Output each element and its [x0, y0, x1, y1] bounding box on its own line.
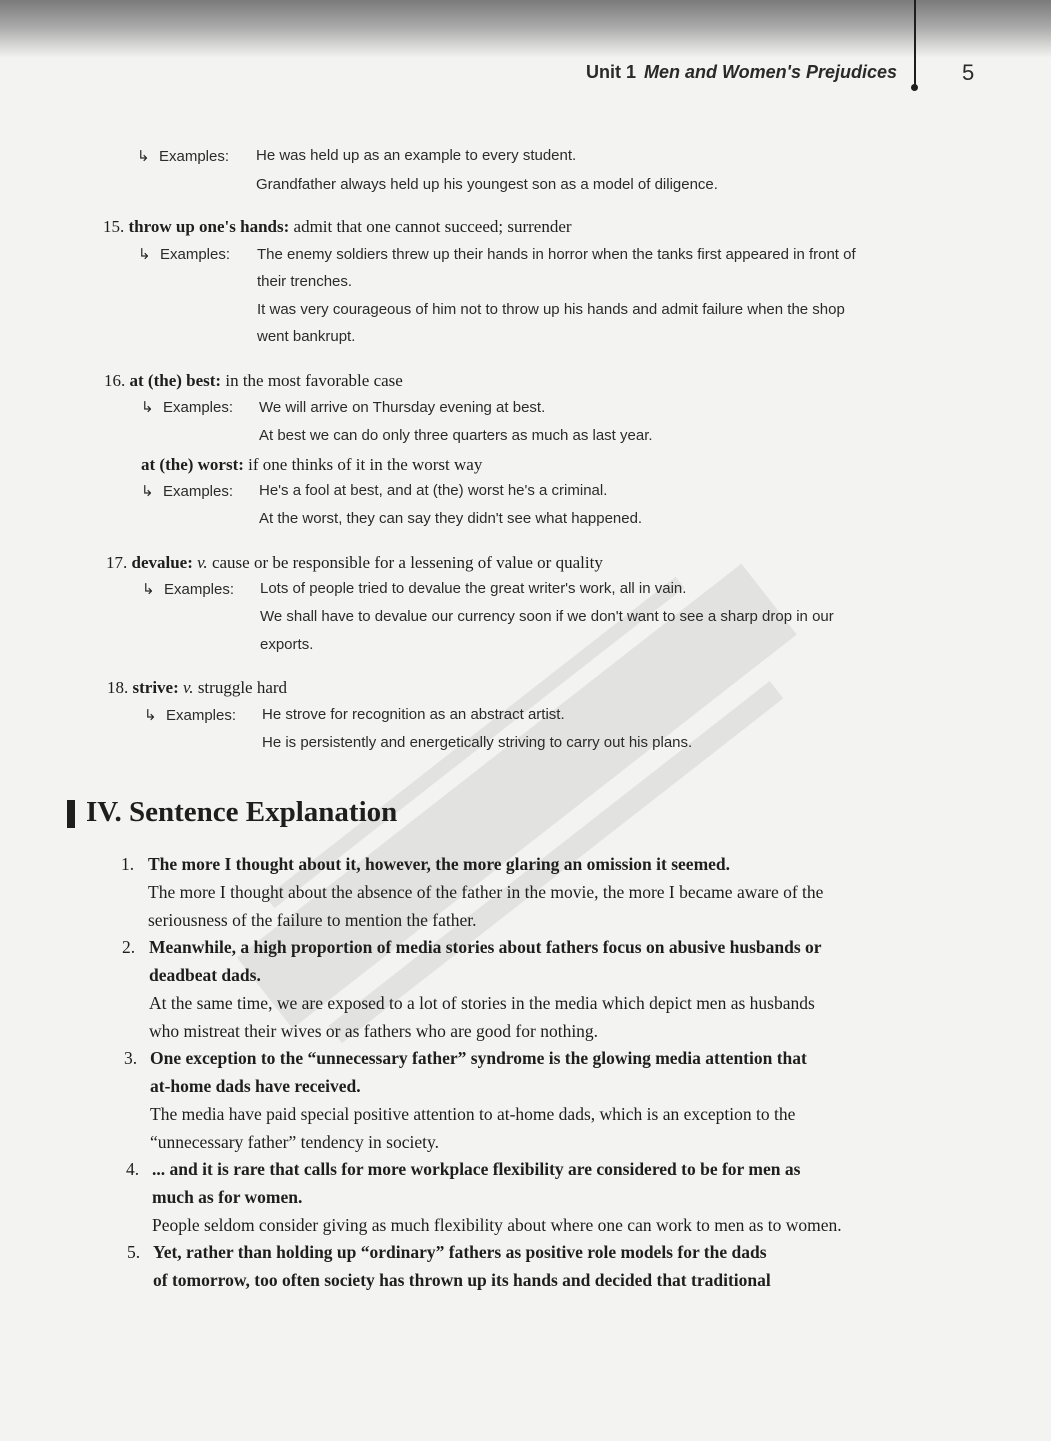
arrow-icon: ↳ [141, 483, 154, 500]
sentence-explanation: The media have paid special positive attention to at-home dads, which is an exception to the [150, 1104, 796, 1124]
arrow-icon: ↳ [144, 707, 157, 724]
sentence-explanation: who mistreat their wives or as fathers who are good for nothing. [149, 1021, 599, 1041]
sentence-explanation: “unnecessary father” tendency in society. [150, 1132, 439, 1152]
example-sentence: He's a fool at best, and at (the) worst he's a criminal. [259, 482, 608, 499]
example-sentence: We shall have to devalue our currency soon if we don't want to see a sharp drop in our [260, 608, 834, 625]
header-rule [914, 0, 916, 88]
header-band [0, 0, 1051, 58]
example-sentence: He was held up as an example to every student. [256, 147, 577, 164]
sentence-quote: deadbeat dads. [149, 965, 261, 985]
arrow-icon: ↳ [137, 148, 150, 165]
example-sentence: At best we can do only three quarters as much as last year. [259, 427, 653, 444]
unit-title: Men and Women's Prejudices [643, 62, 897, 82]
sentence-explanation: seriousness of the failure to mention the father. [148, 910, 477, 930]
example-sentence: It was very courageous of him not to throw up his hands and admit failure when the shop [257, 301, 845, 318]
examples-label: ↳ Examples: [141, 483, 234, 500]
examples-label: ↳ Examples: [138, 246, 231, 263]
sentence-number: 5. [127, 1242, 141, 1262]
section-title: IV. Sentence Explanation [86, 796, 398, 828]
vocab-item-18: 18. strive: v. struggle hard [107, 678, 288, 697]
example-sentence: Grandfather always held up his youngest son as a model of diligence. [256, 176, 718, 193]
vocab-item-16: 16. at (the) best: in the most favorable case [104, 371, 403, 390]
sentence-quote: much as for women. [152, 1187, 303, 1207]
unit-label: Unit 1 [585, 62, 636, 82]
sentence-number: 2. [122, 937, 136, 957]
example-sentence: went bankrupt. [257, 328, 356, 345]
example-sentence: The enemy soldiers threw up their hands in horror when the tanks first appeared in front of [257, 246, 856, 263]
vocab-subitem-worst: at (the) worst: if one thinks of it in the worst way [141, 455, 483, 474]
arrow-icon: ↳ [142, 581, 155, 598]
examples-label: ↳ Examples: [137, 148, 230, 165]
sentence-quote: Meanwhile, a high proportion of media stories about fathers focus on abusive husbands or [149, 937, 822, 957]
example-sentence: Lots of people tried to devalue the great writer's work, all in vain. [260, 580, 687, 597]
sentence-explanation: People seldom consider giving as much flexibility about where one can work to men as to women. [152, 1215, 842, 1235]
examples-label: ↳ Examples: [142, 581, 235, 598]
page-number: 5 [962, 60, 975, 85]
sentence-number: 1. [121, 854, 135, 874]
example-sentence: He is persistently and energetically striving to carry out his plans. [262, 734, 693, 751]
vocab-item-17: 17. devalue: v. cause or be responsible for a lessening of value or quality [106, 553, 603, 572]
sentence-quote: One exception to the “unnecessary father” syndrome is the glowing media attention that [150, 1048, 807, 1068]
sentence-explanation: At the same time, we are exposed to a lot of stories in the media which depict men as husbands [149, 993, 815, 1013]
sentence-quote: of tomorrow, too often society has thrown up its hands and decided that traditional [153, 1270, 771, 1290]
example-sentence: exports. [260, 636, 314, 653]
example-sentence: their trenches. [257, 273, 353, 290]
header-rule-dot [911, 84, 918, 91]
examples-label: ↳ Examples: [141, 399, 234, 416]
section-marker [67, 800, 75, 828]
example-sentence: He strove for recognition as an abstract artist. [262, 706, 565, 723]
sentence-quote: ... and it is rare that calls for more workplace flexibility are considered to be for men as [152, 1159, 801, 1179]
example-sentence: We will arrive on Thursday evening at best. [259, 399, 546, 416]
examples-label: ↳ Examples: [144, 707, 237, 724]
arrow-icon: ↳ [138, 246, 151, 263]
vocab-item-15: 15. throw up one's hands: admit that one cannot succeed; surrender [103, 217, 572, 236]
sentence-quote: at-home dads have received. [150, 1076, 361, 1096]
sentence-quote: Yet, rather than holding up “ordinary” fathers as positive role models for the dads [153, 1242, 767, 1262]
sentence-explanation: The more I thought about the absence of the father in the movie, the more I became aware of the [148, 882, 824, 902]
sentence-quote: The more I thought about it, however, the more glaring an omission it seemed. [148, 854, 731, 874]
running-head [586, 62, 897, 83]
sentence-number: 3. [124, 1048, 138, 1068]
sentence-number: 4. [126, 1159, 140, 1179]
example-sentence: At the worst, they can say they didn't see what happened. [259, 510, 643, 527]
arrow-icon: ↳ [141, 399, 154, 416]
